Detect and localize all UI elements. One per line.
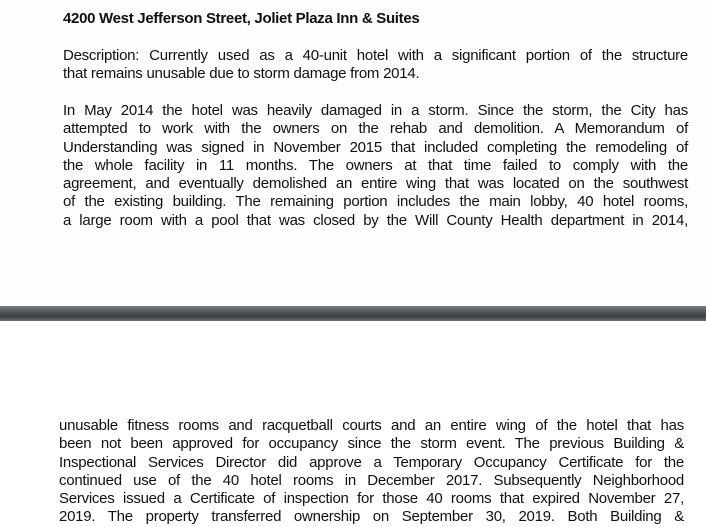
text-line: that remains unusable due to storm damage from 2014. xyxy=(63,65,420,83)
property-heading: 4200 West Jefferson Street, Joliet Plaza Inn & Suites xyxy=(63,10,420,27)
text-line: agreement, and eventually demolished an entire wing that was located on the southwest xyxy=(63,175,688,193)
text-line: a large room with a pool that was closed by the Will County Health department in 2014, xyxy=(63,211,688,229)
text-line: attempted to work with the owners on the rehab and demolition. A Memorandum of xyxy=(63,120,688,138)
text-line: Description: Currently used as a 40-unit hotel with a significant portion of the structure xyxy=(63,47,688,64)
text-line: continued use of the 40 hotel rooms in December 2017. Subsequently Neighborhood xyxy=(59,471,684,489)
page-break-divider xyxy=(0,306,706,321)
text-line: unusable fitness rooms and racquetball courts and an entire wing of the hotel that has xyxy=(59,417,684,434)
text-line: Understanding was signed in November 2015 that included completing the remodeling of xyxy=(63,138,688,156)
text-line: been not been approved for occupancy since the storm event. The previous Building & xyxy=(59,435,684,453)
text-line: Services issued a Certificate of inspection for those 40 rooms that expired November 27, xyxy=(59,490,684,508)
description-paragraph xyxy=(63,47,688,84)
text-line: of the existing building. The remaining portion includes the main lobby, 40 hotel rooms, xyxy=(63,193,688,211)
history-paragraph xyxy=(63,102,688,230)
text-line: In May 2014 the hotel was heavily damaged in a storm. Since the storm, the City has xyxy=(63,102,688,119)
text-line: the whole facility in 11 months. The owners at that time failed to comply with the xyxy=(63,156,688,174)
history-paragraph-continued xyxy=(59,417,684,527)
text-line: Inspectional Services Director did approve a Temporary Occupancy Certificate for the xyxy=(59,453,684,471)
text-line: 2019. The property transferred ownership on September 30, 2019. Both Building & xyxy=(59,508,684,526)
